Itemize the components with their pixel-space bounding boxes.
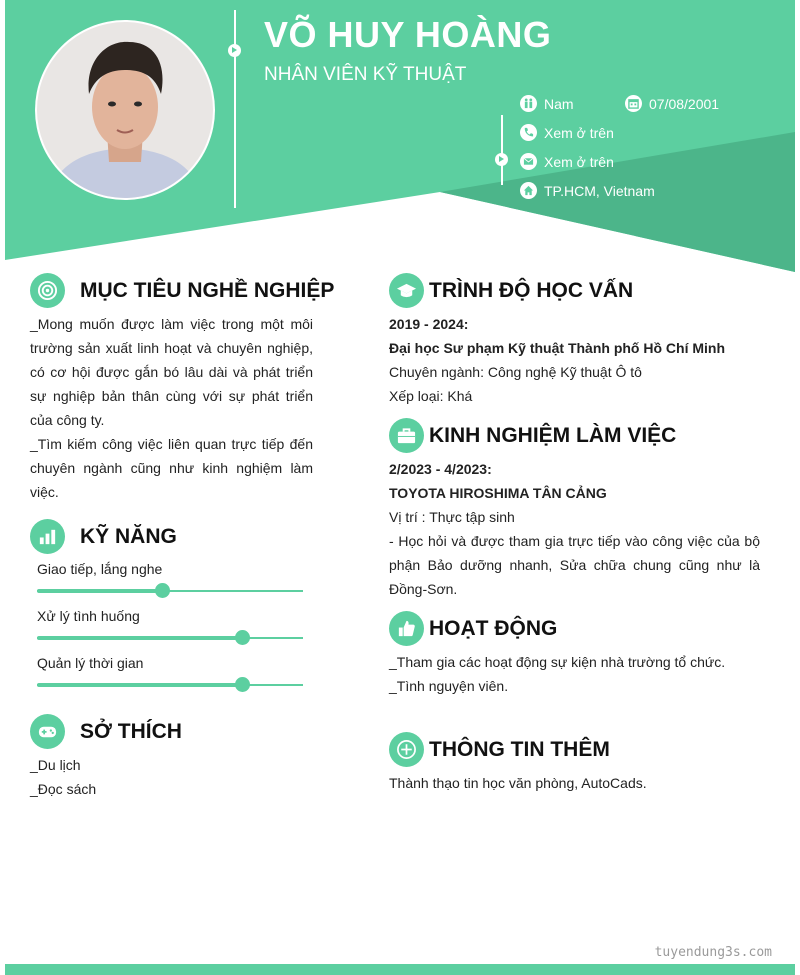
additional-header [389, 732, 610, 767]
contact-address [520, 182, 655, 199]
hobbies-header [30, 714, 182, 749]
additional-text [389, 771, 769, 795]
header-divider [234, 10, 236, 208]
education-header [389, 273, 633, 308]
skill-bar [37, 684, 303, 686]
education-period: 2019 - 2024: [389, 316, 469, 332]
objective-header [30, 273, 334, 308]
candidate-name: VÕ HUY HOÀNG [264, 14, 552, 55]
profile-photo [37, 22, 213, 198]
contact-divider [501, 115, 503, 185]
avatar [35, 20, 215, 200]
gender-icon [520, 95, 537, 112]
experience-period: 2/2023 - 4/2023: [389, 461, 492, 477]
education-rank: Xếp loại: Khá [389, 388, 473, 404]
additional-heading: THÔNG TIN THÊM [429, 737, 610, 761]
contact-arrow-icon [495, 153, 508, 166]
skill-bar-fill [37, 683, 242, 687]
hobby-item: _Đọc sách [30, 781, 97, 797]
experience-header [389, 418, 676, 453]
thumbs-up-icon [389, 611, 424, 646]
email-icon [520, 153, 537, 170]
skill-item [37, 655, 303, 686]
birthday-value: 07/08/2001 [649, 95, 720, 112]
gender-value: Nam [544, 95, 574, 112]
target-icon [30, 273, 65, 308]
experience-details [389, 457, 760, 601]
experience-heading: KINH NGHIỆM LÀM VIỆC [429, 423, 677, 447]
skill-bar [37, 590, 303, 592]
additional-info: Thành thạo tin học văn phòng, AutoCads. [389, 775, 647, 791]
skill-label: Giao tiếp, lắng nghe [37, 561, 163, 577]
activity-item: _Tham gia các hoạt động sự kiện nhà trường tổ chức. [389, 654, 726, 670]
contact-birthday [625, 95, 719, 112]
divider-arrow-icon [228, 44, 241, 57]
objective-text [30, 312, 313, 504]
skill-bar-fill [37, 589, 162, 593]
gamepad-icon [30, 714, 65, 749]
experience-position: Vị trí : Thực tập sinh [389, 509, 515, 525]
hobbies-list [30, 753, 313, 801]
contact-gender [520, 95, 574, 112]
header-banner [5, 0, 795, 272]
phone-icon [520, 124, 537, 141]
skill-item [37, 608, 303, 639]
briefcase-icon [389, 418, 424, 453]
objective-paragraph: _Mong muốn được làm việc trong một môi trường sản xuất linh hoạt và chuyên nghiệp, có cơ hội được gắn bó lâu dài và phát triển sự nghiệp bản thân cùng với sự phát triển của công ty. [30, 316, 313, 428]
email-value: Xem ở trên [544, 153, 614, 170]
hobby-item: _Du lịch [30, 757, 81, 773]
education-details [389, 312, 769, 408]
skill-label: Quản lý thời gian [37, 655, 144, 671]
contact-phone [520, 124, 614, 141]
skill-level-handle [235, 677, 250, 692]
skills-heading: KỸ NĂNG [80, 524, 177, 548]
activities-list [389, 650, 769, 698]
footer-bar [5, 964, 795, 975]
activities-heading: HOẠT ĐỘNG [429, 616, 558, 640]
skills-header [30, 519, 177, 554]
job-title: NHÂN VIÊN KỸ THUẬT [264, 64, 467, 85]
graduation-cap-icon [389, 273, 424, 308]
education-major: Chuyên ngành: Công nghệ Kỹ thuật Ô tô [389, 364, 642, 380]
activities-header [389, 611, 557, 646]
activity-item: _Tình nguyện viên. [389, 678, 509, 694]
home-icon [520, 182, 537, 199]
plus-circle-icon [389, 732, 424, 767]
skill-bar-fill [37, 636, 242, 640]
skill-item [37, 561, 303, 592]
address-value: TP.HCM, Vietnam [544, 182, 655, 199]
experience-description: - Học hỏi và được tham gia trực tiếp vào công việc của bộ phận Bảo dưỡng nhanh, Sửa chữa chung cũng như là Đồng-Sơn. [389, 533, 760, 597]
hobbies-heading: SỞ THÍCH [80, 719, 182, 743]
phone-value: Xem ở trên [544, 124, 614, 141]
skill-level-handle [155, 583, 170, 598]
objective-heading: MỤC TIÊU NGHỀ NGHIỆP [80, 278, 335, 302]
education-school: Đại học Sư phạm Kỹ thuật Thành phố Hồ Chí Minh [389, 340, 726, 356]
calendar-icon [625, 95, 642, 112]
objective-paragraph: _Tìm kiếm công việc liên quan trực tiếp đến chuyên ngành cũng như kinh nghiệm làm việc. [30, 436, 313, 500]
watermark: tuyendung3s.com [654, 945, 772, 960]
skill-bar [37, 637, 303, 639]
experience-company: TOYOTA HIROSHIMA TÂN CẢNG [389, 485, 607, 501]
contact-email [520, 153, 614, 170]
skill-level-handle [235, 630, 250, 645]
bar-chart-icon [30, 519, 65, 554]
skill-label: Xử lý tình huống [37, 608, 140, 624]
education-heading: TRÌNH ĐỘ HỌC VẤN [429, 278, 634, 302]
